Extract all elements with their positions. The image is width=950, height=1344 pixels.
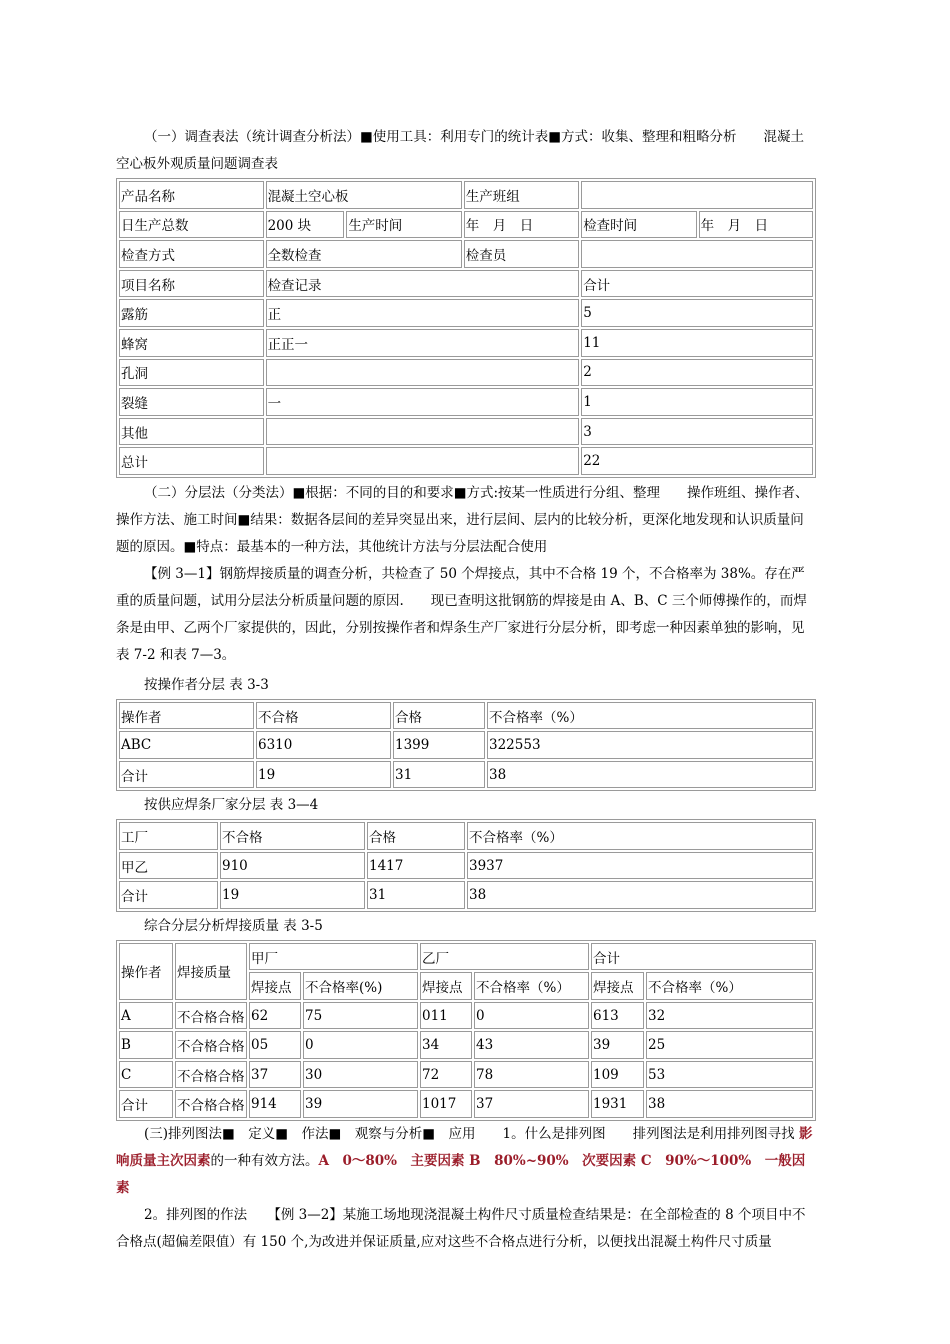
- table-cell: 操作者: [119, 702, 254, 730]
- table-cell: 不合格: [256, 702, 391, 730]
- table-row: [119, 418, 813, 446]
- table-cell: 生产班组: [464, 181, 579, 209]
- table-cell: 不合格合格: [175, 1031, 247, 1059]
- table-cell: 蜂窝: [119, 329, 264, 357]
- table-cell: 38: [467, 881, 813, 909]
- table-cell: 011: [420, 1002, 472, 1030]
- table-cell: [581, 240, 813, 268]
- table-row: [119, 211, 813, 239]
- table-cell: 不合格率（%）: [467, 822, 813, 850]
- section-4-paragraph: 2。排列图的作法 【例 3—2】某施工场地现浇混凝土构件尺寸质量检查结果是：在全部检查的 8 个项目中不合格点(超偏差限值）有 150 个,为改进并保证质量,应对这些不合格点进行分析，以便找出混凝土构件尺寸质量: [116, 1206, 806, 1250]
- section-3-text: 的一种有效方法。: [210, 1152, 319, 1169]
- highlight-text: A 0～80% 主要因素 B 80%~90% 次要因素 C 90%～100% 一般因素: [116, 1152, 806, 1196]
- table-row: [119, 299, 813, 327]
- table-cell: ABC: [119, 731, 254, 759]
- table-cell: 焊接点: [591, 972, 644, 1000]
- table-cell: 30: [303, 1061, 418, 1089]
- table-cell: 322553: [487, 731, 813, 759]
- table-cell: [266, 359, 580, 387]
- table-cell: 合计: [119, 881, 218, 909]
- table-cell: 25: [646, 1031, 813, 1059]
- section-3-paragraph: [116, 1121, 816, 1202]
- section-1-paragraph: （一）调查表法（统计调查分析法）■使用工具：利用专门的统计表■方式：收集、整理和粗略分析 混凝土空心板外观质量问题调查表: [116, 129, 805, 172]
- table-cell: 甲厂: [249, 943, 418, 971]
- table-row: [119, 329, 813, 357]
- table-cell: 19: [256, 761, 391, 789]
- table-cell: 910: [220, 852, 365, 880]
- table-row: [119, 388, 813, 416]
- table-cell: 72: [420, 1061, 472, 1089]
- table-row: [119, 1031, 813, 1059]
- table-cell: 3: [581, 418, 813, 446]
- section-2-paragraph: （二）分层法（分类法）■根据：不同的目的和要求■方式:按某一性质进行分组、整理 操作班组、操作者、操作方法、施工时间■结果：数据各层间的差异突显出来，进行层间、层内的比较分析，更深化地发现和认识质量问题的原因。■特点：最基本的一种方法，其他统计方法与分层法配合使用: [116, 484, 809, 555]
- table-cell: 合计: [581, 270, 813, 298]
- table-cell: 露筋: [119, 299, 264, 327]
- table-cell: 19: [220, 881, 365, 909]
- table-cell: 焊接质量: [175, 943, 247, 1000]
- table-cell: 53: [646, 1061, 813, 1089]
- table-cell: 37: [249, 1061, 301, 1089]
- table-cell: 22: [581, 447, 813, 475]
- table-cell: 检查记录: [266, 270, 580, 298]
- example-3-1-paragraph: 【例 3—1】钢筋焊接质量的调查分析，共检查了 50 个焊接点，其中不合格 19 个，不合格率为 38%。存在严重的质量问题，试用分层法分析质量问题的原因. 现已查明这批钢筋的焊接是由 A、B、C 三个师傅操作的，而焊条是由甲、乙两个厂家提供的，因此，分别按操作者和焊条生产厂家进行分层分析，即考虑一种因素单独的影响，见表 7-2 和表 7—3。: [116, 565, 807, 663]
- table-cell: 1417: [367, 852, 465, 880]
- table-row: [119, 731, 813, 759]
- table-cell: 合计: [119, 761, 254, 789]
- table-header-row: [119, 702, 813, 730]
- table-cell: 合计: [119, 1090, 173, 1118]
- table-cell: [266, 418, 580, 446]
- table-cell: 裂缝: [119, 388, 264, 416]
- table-cell: 全数检查: [266, 240, 462, 268]
- highlight-text: 影响质量主次因素: [116, 1125, 813, 1169]
- table-cell: 孔洞: [119, 359, 264, 387]
- table-row: [119, 852, 813, 880]
- table-cell: 其他: [119, 418, 264, 446]
- table-cell: 正正一: [266, 329, 580, 357]
- table-caption: 按操作者分层 表 3-3: [144, 676, 269, 693]
- table-cell: C: [119, 1061, 173, 1089]
- table-cell: 操作者: [119, 943, 173, 1000]
- table-row: [119, 761, 813, 789]
- table-cell: 1: [581, 388, 813, 416]
- table-cell: 109: [591, 1061, 644, 1089]
- table-cell: 62: [249, 1002, 301, 1030]
- table-row: [119, 447, 813, 475]
- table-cell: [581, 181, 813, 209]
- table-cell: 914: [249, 1090, 301, 1118]
- table-cell: 焊接点: [249, 972, 301, 1000]
- table-cell: 不合格率（%）: [646, 972, 813, 1000]
- table-cell: 38: [487, 761, 813, 789]
- table-cell: 年 月 日: [699, 211, 813, 239]
- table-cell: 产品名称: [119, 181, 264, 209]
- table-row: [119, 240, 813, 268]
- table-cell: 正: [266, 299, 580, 327]
- table-cell: 38: [646, 1090, 813, 1118]
- table-cell: 不合格: [220, 822, 365, 850]
- table-caption: 综合分层分析焊接质量 表 3-5: [144, 917, 323, 934]
- table-cell: 39: [591, 1031, 644, 1059]
- table-cell: 75: [303, 1002, 418, 1030]
- section-3-text: (三)排列图法■ 定义■ 作法■ 观察与分析■ 应用 1。什么是排列图 排列图法是利用排列图寻找: [144, 1125, 795, 1142]
- combined-table: [116, 940, 816, 1121]
- table-cell: 613: [591, 1002, 644, 1030]
- table-cell: 项目名称: [119, 270, 264, 298]
- table-cell: 43: [474, 1031, 589, 1059]
- table-cell: 200 块: [266, 211, 345, 239]
- table-cell: 1399: [393, 731, 485, 759]
- table-cell: A: [119, 1002, 173, 1030]
- table-caption: 按供应焊条厂家分层 表 3—4: [144, 797, 319, 814]
- table-header-row: [119, 943, 813, 971]
- table-cell: 合格: [393, 702, 485, 730]
- table-cell: 32: [646, 1002, 813, 1030]
- table-cell: 05: [249, 1031, 301, 1059]
- table-cell: 不合格率（%）: [474, 972, 589, 1000]
- table-cell: 生产时间: [346, 211, 461, 239]
- table-row: [119, 359, 813, 387]
- table-cell: 不合格合格: [175, 1061, 247, 1089]
- table-row: [119, 181, 813, 209]
- table-cell: 不合格率（%）: [487, 702, 813, 730]
- table-cell: 2: [581, 359, 813, 387]
- document-page: [116, 124, 816, 1256]
- table-header-row: [119, 822, 813, 850]
- table-cell: B: [119, 1031, 173, 1059]
- table-cell: 合格: [367, 822, 465, 850]
- table-cell: 年 月 日: [464, 211, 579, 239]
- table-row: [119, 1090, 813, 1118]
- table-cell: 乙厂: [420, 943, 589, 971]
- table-cell: 工厂: [119, 822, 218, 850]
- table-cell: 1931: [591, 1090, 644, 1118]
- table-cell: 0: [474, 1002, 589, 1030]
- table-cell: 11: [581, 329, 813, 357]
- table-row: [119, 1061, 813, 1089]
- table-cell: 34: [420, 1031, 472, 1059]
- table-cell: 37: [474, 1090, 589, 1118]
- factory-table: [116, 819, 816, 912]
- table-row: [119, 1002, 813, 1030]
- table-cell: 31: [393, 761, 485, 789]
- table-cell: 总计: [119, 447, 264, 475]
- table-cell: 合计: [591, 943, 813, 971]
- table-cell: 78: [474, 1061, 589, 1089]
- table-row: [119, 881, 813, 909]
- table-cell: 1017: [420, 1090, 472, 1118]
- table-cell: 0: [303, 1031, 418, 1059]
- inspection-table: [116, 178, 816, 478]
- table-header-row: [119, 270, 813, 298]
- table-cell: 混凝土空心板: [266, 181, 462, 209]
- table-cell: 5: [581, 299, 813, 327]
- table-cell: 不合格合格: [175, 1090, 247, 1118]
- table-cell: 焊接点: [420, 972, 472, 1000]
- table-cell: 检查时间: [581, 211, 696, 239]
- table-cell: 6310: [256, 731, 391, 759]
- table-cell: 39: [303, 1090, 418, 1118]
- operator-table: [116, 699, 816, 792]
- table-cell: 日生产总数: [119, 211, 264, 239]
- table-cell: 甲乙: [119, 852, 218, 880]
- table-cell: 3937: [467, 852, 813, 880]
- table-cell: 31: [367, 881, 465, 909]
- table-cell: 检查方式: [119, 240, 264, 268]
- table-cell: [266, 447, 580, 475]
- table-cell: 检查员: [464, 240, 579, 268]
- table-cell: 一: [266, 388, 580, 416]
- table-cell: 不合格合格: [175, 1002, 247, 1030]
- table-cell: 不合格率(%): [303, 972, 418, 1000]
